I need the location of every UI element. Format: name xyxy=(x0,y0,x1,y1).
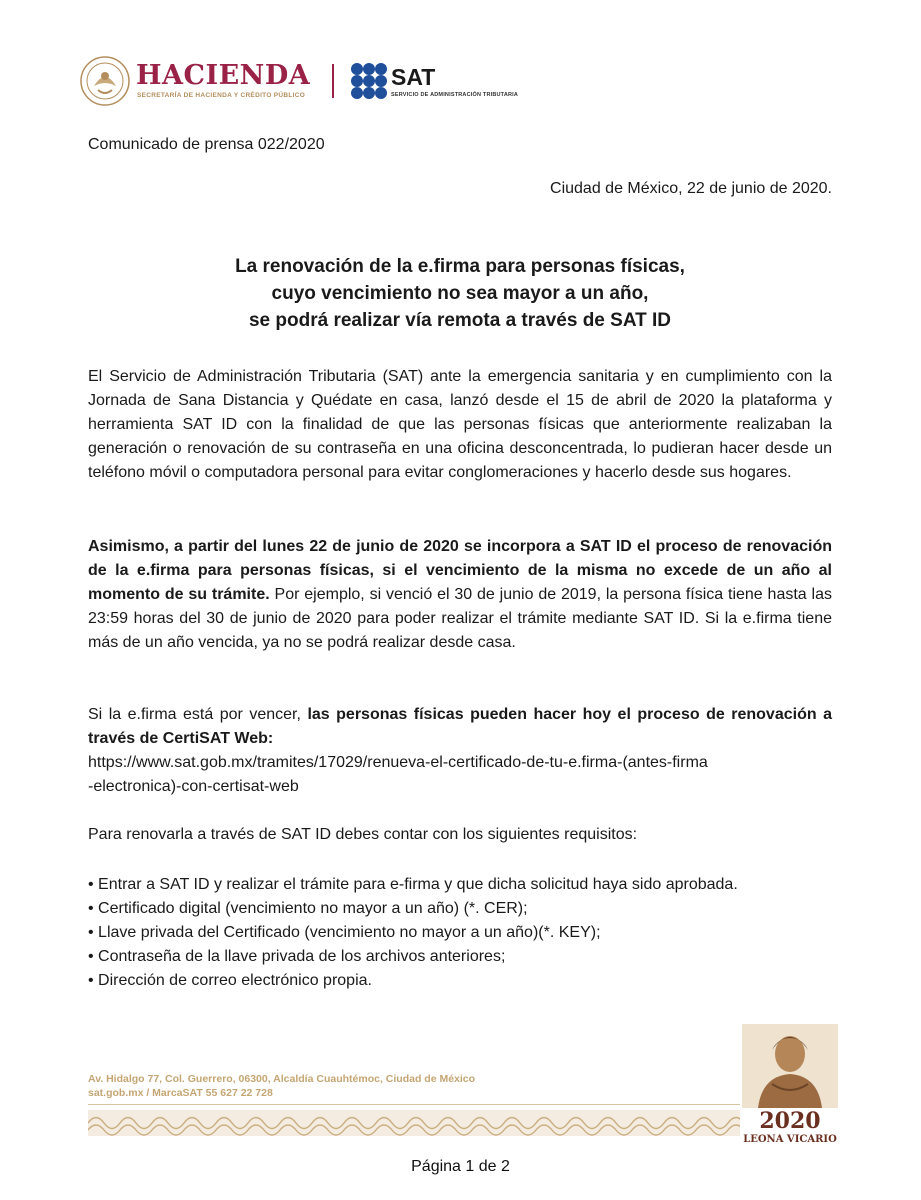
certisat-bold: las personas físicas pueden hacer hoy el proceso de renovación a través de CertiSAT Web: xyxy=(88,706,833,747)
paragraph-announcement xyxy=(88,535,832,655)
requirements-list xyxy=(88,873,832,993)
list-item: • Dirección de correo electrónico propia. xyxy=(88,972,372,989)
leona-year: 2020 xyxy=(759,1108,821,1134)
paragraph-certisat xyxy=(88,703,832,799)
headline xyxy=(88,253,832,334)
announcement-example: Por ejemplo, si venció el 30 de junio de 2019, la persona física tiene hasta las 23:59 horas del 30 de junio de 2020 para poder realizar el trámite mediante SAT ID. Si la e.firma tiene más de un año vencida, ya no se podrá realizar desde casa. xyxy=(88,586,832,651)
letterhead xyxy=(80,56,540,108)
headline-line: La renovación de la e.firma para personas físicas, xyxy=(235,256,685,277)
list-item: • Certificado digital (vencimiento no mayor a un año) (*. CER); xyxy=(88,900,528,917)
page-number: Página 1 de 2 xyxy=(411,1158,510,1175)
footer-contact: sat.gob.mx / MarcaSAT 55 627 22 728 xyxy=(88,1087,273,1099)
sat-subtitle: SERVICIO DE ADMINISTRACIÓN TRIBUTARIA xyxy=(391,92,519,98)
headline-line: se podrá realizar vía remota a través de SAT ID xyxy=(248,310,672,331)
paragraph-intro: El Servicio de Administración Tributaria (SAT) ante la emergencia sanitaria y en cumplimiento con la Jornada de Sana Distancia y Quédate en casa, lanzó desde el 15 de abril de 2020 la plataforma y herramienta SAT ID con la finalidad de que las personas físicas que anteriormente realizaban la generación o renovación de su contraseña en una oficina desconcentrada, lo pudieran hacer desde un teléfono móvil o computadora personal para evitar conglomeraciones y hacerlo desde sus hogares. xyxy=(88,368,832,481)
place-date: Ciudad de México, 22 de junio de 2020. xyxy=(550,180,832,197)
decorative-pattern-band xyxy=(88,1110,740,1136)
certisat-url[interactable]: https://www.sat.gob.mx/tramites/17029/renueva-el-certificado-de-tu-e.firma-(antes-firma xyxy=(88,754,708,771)
list-item: • Entrar a SAT ID y realizar el trámite para e-firma y que dicha solicitud haya sido aprobada. xyxy=(88,876,738,893)
leona-name: LEONA VICARIO xyxy=(743,1134,837,1145)
certisat-url-continued[interactable]: -electronica)-con-certisat-web xyxy=(88,778,299,795)
certisat-lead: Si la e.firma está por vencer, xyxy=(88,706,308,723)
list-item: • Llave privada del Certificado (vencimiento no mayor a un año)(*. KEY); xyxy=(88,924,601,941)
press-release-number: Comunicado de prensa 022/2020 xyxy=(88,136,325,153)
announcement-bold: Asimismo, a partir del lunes 22 de junio de 2020 se incorpora a SAT ID el proceso de renovación de la e.firma para personas físicas, si el vencimiento de la misma no excede de un año al momento de su trámite. xyxy=(88,538,832,603)
leona-vicario-emblem xyxy=(742,1024,838,1152)
coat-of-arms-seal-icon xyxy=(80,56,130,106)
hacienda-title: HACIENDA xyxy=(136,60,311,91)
footer-divider xyxy=(88,1104,740,1105)
footer-address: Av. Hidalgo 77, Col. Guerrero, 06300, Alcaldía Cuauhtémoc, Ciudad de México xyxy=(88,1073,476,1085)
paragraph-requirements-intro: Para renovarla a través de SAT ID debes contar con los siguientes requisitos: xyxy=(88,826,638,843)
hacienda-subtitle: SECRETARÍA DE HACIENDA Y CRÉDITO PÚBLICO xyxy=(137,92,306,99)
header-divider xyxy=(332,64,334,98)
sat-title: SAT xyxy=(391,64,436,90)
list-item: • Contraseña de la llave privada de los archivos anteriores; xyxy=(88,948,506,965)
sat-logo-icon xyxy=(350,62,388,100)
headline-line: cuyo vencimiento no sea mayor a un año, xyxy=(271,283,649,304)
